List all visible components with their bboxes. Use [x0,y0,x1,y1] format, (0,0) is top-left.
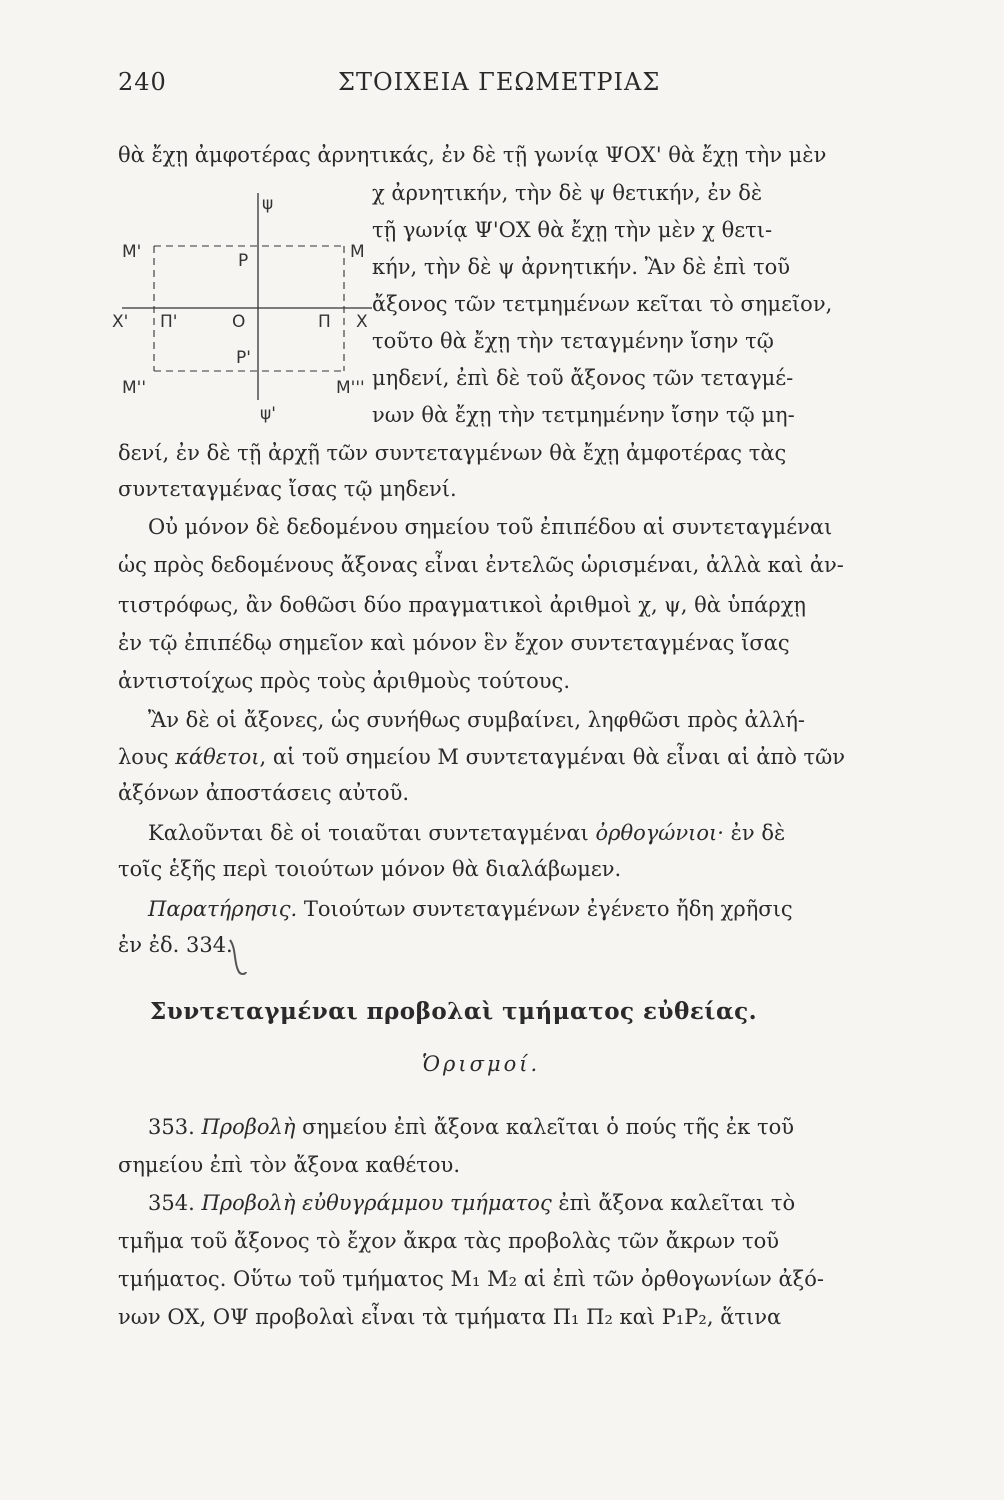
definition-term: Προβολὴ εὐθυγράμμου τμήματος [201,1191,552,1215]
definition-354 [148,1188,795,1218]
label-p: P [238,251,249,271]
text-line: νων θὰ ἔχῃ τὴν τετμημένην ἴσην τῷ μη- [372,403,795,427]
text-span: Καλοῦνται δὲ οἱ τοιαῦται συντεταγμέναι [148,821,596,845]
pencil-mark-icon [226,936,248,982]
text-line: τμήματος. Οὕτω τοῦ τμήματος Μ₁ Μ₂ αἱ ἐπὶ τῶν ὀρθογωνίων ἀξό- [118,1267,824,1291]
emphasis-term: ὀρθογώνιοι· [595,821,724,845]
text-span: ἐν δὲ [723,821,786,845]
label-pi: Π [318,312,331,332]
label-psi-top: ψ [262,194,274,214]
text-line: τμῆμα τοῦ ἄξονος τὸ ἔχον ἄκρα τὰς προβολὰς τῶν ἄκρων τοῦ [118,1229,779,1253]
label-p-prime: P' [236,348,251,368]
section-subheading: Ὁρισμοί. [422,1052,541,1076]
section-title: Συντεταγμέναι προβολαὶ τμήματος εὐθείας. [150,998,758,1025]
text-line: μηδενί, ἐπὶ δὲ τοῦ ἄξονος τῶν τεταγμέ- [372,366,794,390]
definition-term: Προβολὴ [201,1115,296,1139]
text-line: Οὐ μόνον δὲ δεδομένου σημείου τοῦ ἐπιπέδου αἱ συντεταγμέναι [148,515,833,539]
text-line: τοῖς ἑξῆς περὶ τοιούτων μόνον θὰ διαλάβωμεν. [118,857,622,881]
text-line: τῇ γωνίᾳ Ψ'ΟΧ θὰ ἔχῃ τὴν μὲν χ θετι- [372,218,773,242]
label-m-double: M'' [122,378,147,398]
label-m-triple: M''' [336,378,365,398]
text-line: θὰ ἔχῃ ἀμφοτέρας ἀρνητικάς, ἐν δὲ τῇ γωνίᾳ ΨΟΧ' θὰ ἔχῃ τὴν μὲν [118,143,827,167]
text-line: ὡς πρὸς δεδομένους ἄξονας εἶναι ἐντελῶς ὡρισμέναι, ἀλλὰ καὶ ἀν- [118,553,844,577]
label-x-prime: X' [112,312,129,332]
text-line: τιστρόφως, ἂν δοθῶσι δύο πραγματικοὶ ἀριθμοὶ χ, ψ, θὰ ὑπάρχῃ [118,593,807,617]
text-line [118,742,845,772]
text-line: κήν, τὴν δὲ ψ ἀρνητικήν. Ἂν δὲ ἐπὶ τοῦ [372,255,791,279]
text-line: δενί, ἐν δὲ τῇ ἀρχῇ τῶν συντεταγμένων θὰ ἔχῃ ἀμφοτέρας τὰς [118,441,787,465]
text-span: σημείου ἐπὶ ἄξονα καλεῖται ὁ πούς τῆς ἐκ τοῦ [295,1115,795,1139]
page-header [118,68,888,102]
text-line: συντεταγμένας ἴσας τῷ μηδενί. [118,477,457,501]
text-span: ἐπὶ ἄξονα καλεῖται τὸ [551,1191,796,1215]
remark-label: Παρατήρησις. [148,897,298,921]
text-line: χ ἀρνητικήν, τὴν δὲ ψ θετικήν, ἐν δὲ [372,181,763,205]
label-pi-prime: Π' [160,312,178,332]
page-number: 240 [118,68,167,96]
text-span: , αἱ τοῦ σημείου Μ συντεταγμέναι θὰ εἶναι αἱ ἀπὸ τῶν [259,745,846,769]
text-line [148,894,793,924]
text-line: ἐν ἐδ. 334. [118,933,233,957]
definition-353 [148,1112,794,1142]
label-psi-bottom: ψ' [260,404,276,424]
text-line: ἀντιστοίχως πρὸς τοὺς ἀριθμοὺς τούτους. [118,669,570,693]
label-x: X [356,312,368,332]
running-title: ΣΤΟΙΧΕΙΑ ΓΕΩΜΕΤΡΙΑΣ [338,68,661,96]
text-span: Τοιούτων συντεταγμένων ἐγένετο ἤδη χρῆσις [297,897,793,921]
emphasis-term: κάθετοι [175,745,260,769]
label-m: M [350,242,365,262]
text-line: ἐν τῷ ἐπιπέδῳ σημεῖον καὶ μόνον ἓν ἔχον συντεταγμένας ἴσας [118,631,790,655]
label-m-prime: M' [122,242,142,262]
text-line: ἀξόνων ἀποστάσεις αὐτοῦ. [118,781,410,805]
label-o: O [232,312,246,332]
text-span: λους [118,745,176,769]
text-line: Ἂν δὲ οἱ ἄξονες, ὡς συνήθως συμβαίνει, ληφθῶσι πρὸς ἀλλή- [148,708,806,732]
definition-number: 353. [148,1115,195,1139]
coordinate-axes-figure [112,175,372,430]
definition-number: 354. [148,1191,195,1215]
text-line: σημείου ἐπὶ τὸν ἄξονα καθέτου. [118,1153,460,1177]
text-line [148,818,785,848]
text-line: ἄξονος τῶν τετμημένων κεῖται τὸ σημεῖον, [372,292,833,316]
text-line: τοῦτο θὰ ἔχῃ τὴν τεταγμένην ἴσην τῷ [372,329,774,353]
text-line: νων ΟΧ, ΟΨ προβολαὶ εἶναι τὰ τμήματα Π₁ Π₂ καὶ Ρ₁Ρ₂, ἅτινα [118,1305,782,1329]
